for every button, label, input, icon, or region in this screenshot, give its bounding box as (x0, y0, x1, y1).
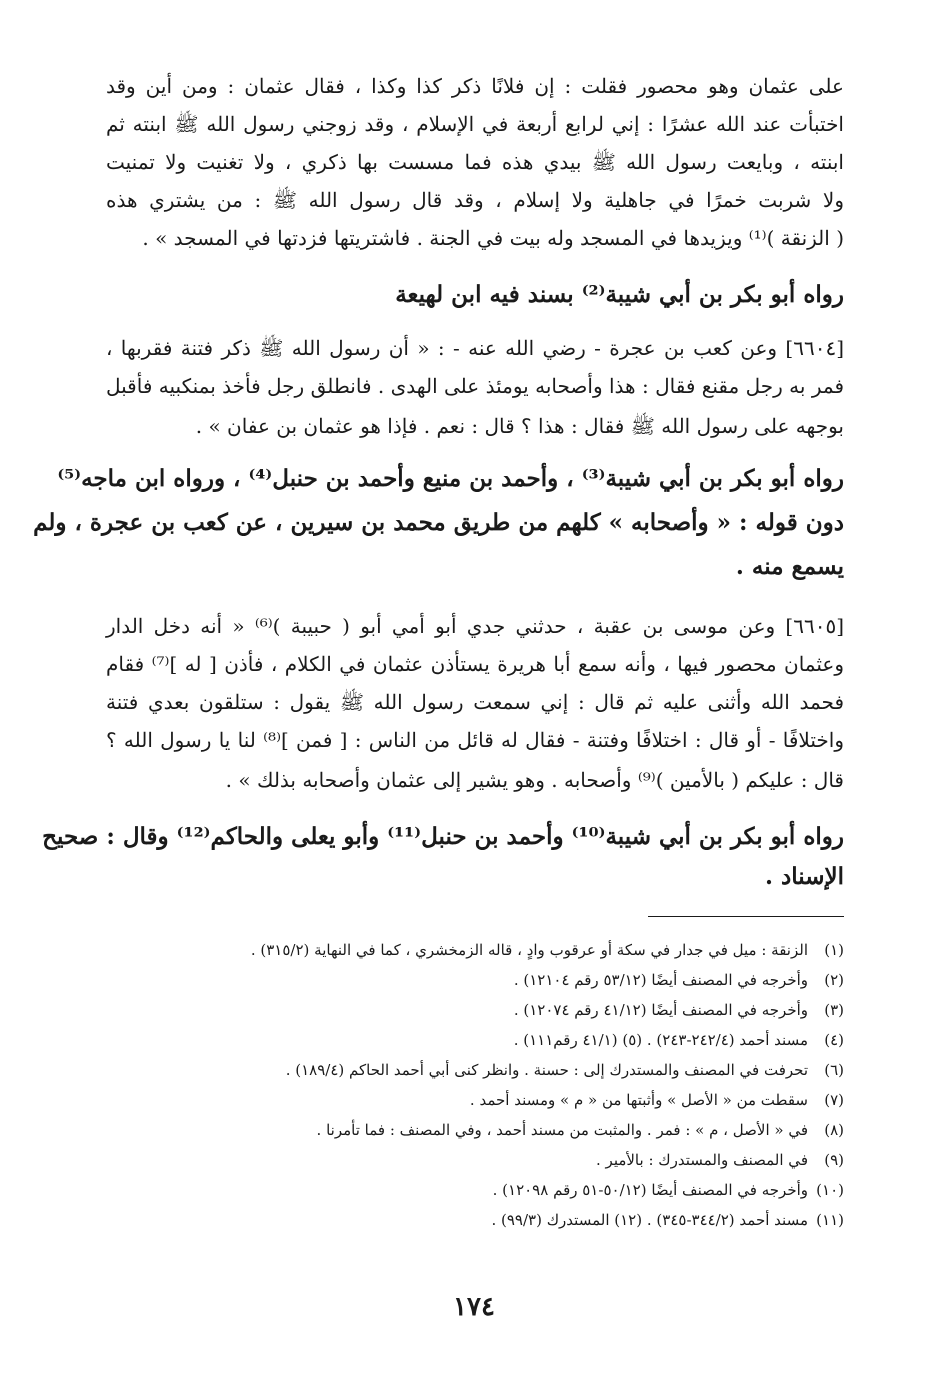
text-line: ولا شربت خمرًا في جاهلية ولا إسلام ، وقد قال رسول الله ﷺ : من يشتري هذه (106, 188, 844, 212)
source-citation-line: رواه أبو بكر بن أبي شيبة⁽²⁾ بسند فيه ابن لهيعة (395, 281, 844, 308)
footnote-text: سقطت من « الأصل » وأثبتها من « م » ومسند أحمد . (469, 1091, 808, 1109)
text-line: [٦٦٠٥] وعن موسى بن عقبة ، حدثني جدي أبو أمي أبو ( حبيبة )⁽⁶⁾ « أنه دخل الدار (106, 614, 845, 638)
text-line: فحمد الله وأثنى عليه ثم قال : إني سمعت رسول الله ﷺ يقول : ستلقون بعدي فتنة (106, 690, 844, 714)
footnote-text: وأخرجه في المصنف أيضًا (٤١/١٢ رقم ١٢٠٧٤) . (513, 1001, 808, 1019)
footnote (84, 1030, 844, 1054)
text-line: ( الزنقة )⁽¹⁾ ويزيدها في المسجد وله بيت في الجنة . فاشتريتها فزدتها في المسجد » . (142, 226, 844, 250)
footnote (84, 1210, 844, 1234)
footnote (84, 1180, 844, 1204)
text-line: واختلافًا - أو قال : اختلافًا وفتنة - فقال له قائل من الناس : [ فمن ]⁽⁸⁾ لنا يا رسول الله ؟ (106, 728, 844, 752)
footnote-number: (١) (824, 941, 844, 959)
footnote-number: (١١) (816, 1211, 844, 1229)
text-line: اختبأت عند الله عشرًا : إني لرابع أربعة في الإسلام ، وقد زوجني رسول الله ﷺ ابنته ثم (106, 112, 844, 136)
text-line: قال : عليكم ( بالأمين )⁽⁹⁾ وأصحابه . وهو يشير إلى عثمان وأصحابه بذلك » . (225, 768, 844, 792)
footnote-number: (٨) (824, 1121, 844, 1139)
text-line: وعثمان محصور فيها ، وأنه سمع أبا هريرة يستأذن عثمان في الكلام ، فأذن [ له ]⁽⁷⁾ فقام (106, 652, 844, 676)
source-citation-line: يسمع منه . (735, 553, 844, 580)
footnote-text: في المصنف والمستدرك : بالأمير . (596, 1151, 808, 1169)
page-number: ١٧٤ (453, 1292, 495, 1322)
source-citation-line: رواه أبو بكر بن أبي شيبة⁽¹⁰⁾ وأحمد بن حنبل⁽¹¹⁾ وأبو يعلى والحاكم⁽¹²⁾ وقال : صحيح (42, 823, 844, 850)
source-citation-line: دون قوله : « وأصحابه » كلهم من طريق محمد بن سيرين ، عن كعب بن عجرة ، ولم (33, 509, 844, 536)
footnote-text: وأخرجه في المصنف أيضًا (٥٠/١٢-٥١ رقم ١٢٠٩٨) . (492, 1181, 808, 1199)
footnote (84, 1090, 844, 1114)
footnote-text: في « الأصل ، م » : فمر . والمثبت من مسند أحمد ، وفي المصنف : فما تأمرنا . (316, 1121, 808, 1139)
footnote (84, 1000, 844, 1024)
source-citation-line: رواه أبو بكر بن أبي شيبة⁽³⁾ ، وأحمد بن منيع وأحمد بن حنبل⁽⁴⁾ ، ورواه ابن ماجه⁽⁵⁾ (57, 465, 844, 492)
footnote-number: (٣) (824, 1001, 844, 1019)
footnote-number: (٩) (824, 1151, 844, 1169)
footnote-separator (648, 916, 844, 917)
footnote-number: (٧) (824, 1091, 844, 1109)
footnote-number: (٤) (824, 1031, 844, 1049)
footnote (84, 1120, 844, 1144)
footnote-number: (٦) (824, 1061, 844, 1079)
text-line: ابنته ، وبايعت رسول الله ﷺ بيدي هذه فما مسست بها ذكري ، ولا تغنيت ولا تمنيت (106, 150, 844, 174)
footnote-text: تحرفت في المصنف والمستدرك إلى : حسنة . وانظر كنى أبي أحمد الحاكم (١٨٩/٤) . (285, 1061, 808, 1079)
footnote (84, 940, 844, 964)
text-line: [٦٦٠٤] وعن كعب بن عجرة - رضي الله عنه - : « أن رسول الله ﷺ ذكر فتنة فقربها ، (106, 336, 844, 360)
text-line: فمر به رجل مقنع فقال : هذا وأصحابه يومئذ على الهدى . فانطلق رجل فأخذ بمنكبيه فأقبل (106, 374, 844, 398)
footnote-text: مسند أحمد (٢٤٢/٤-٢٤٣) . (٥) (٤١/١ رقم١١١) . (513, 1031, 808, 1049)
footnote (84, 1060, 844, 1084)
footnote-number: (١٠) (816, 1181, 844, 1199)
footnote-number: (٢) (824, 971, 844, 989)
text-line: على عثمان وهو محصور فقلت : إن فلانًا ذكر كذا وكذا ، فقال عثمان : ومن أين وقد (106, 74, 844, 98)
footnote (84, 970, 844, 994)
footnote-text: وأخرجه في المصنف أيضًا (٥٣/١٢ رقم ١٢١٠٤) . (513, 971, 808, 989)
text-line: بوجهه على رسول الله ﷺ فقال : هذا ؟ قال : نعم . فإذا هو عثمان بن عفان » . (195, 414, 844, 438)
footnote-text: الزنقة : ميل في جدار في سكة أو عرقوب وادٍ ، قاله الزمخشري ، كما في النهاية (٣١٥/٢) . (250, 941, 808, 959)
footnote (84, 1150, 844, 1174)
source-citation-line: الإسناد . (765, 863, 844, 890)
footnote-text: مسند أحمد (٣٤٤/٢-٣٤٥) . (١٢) المستدرك (٩٩/٣) . (491, 1211, 808, 1229)
